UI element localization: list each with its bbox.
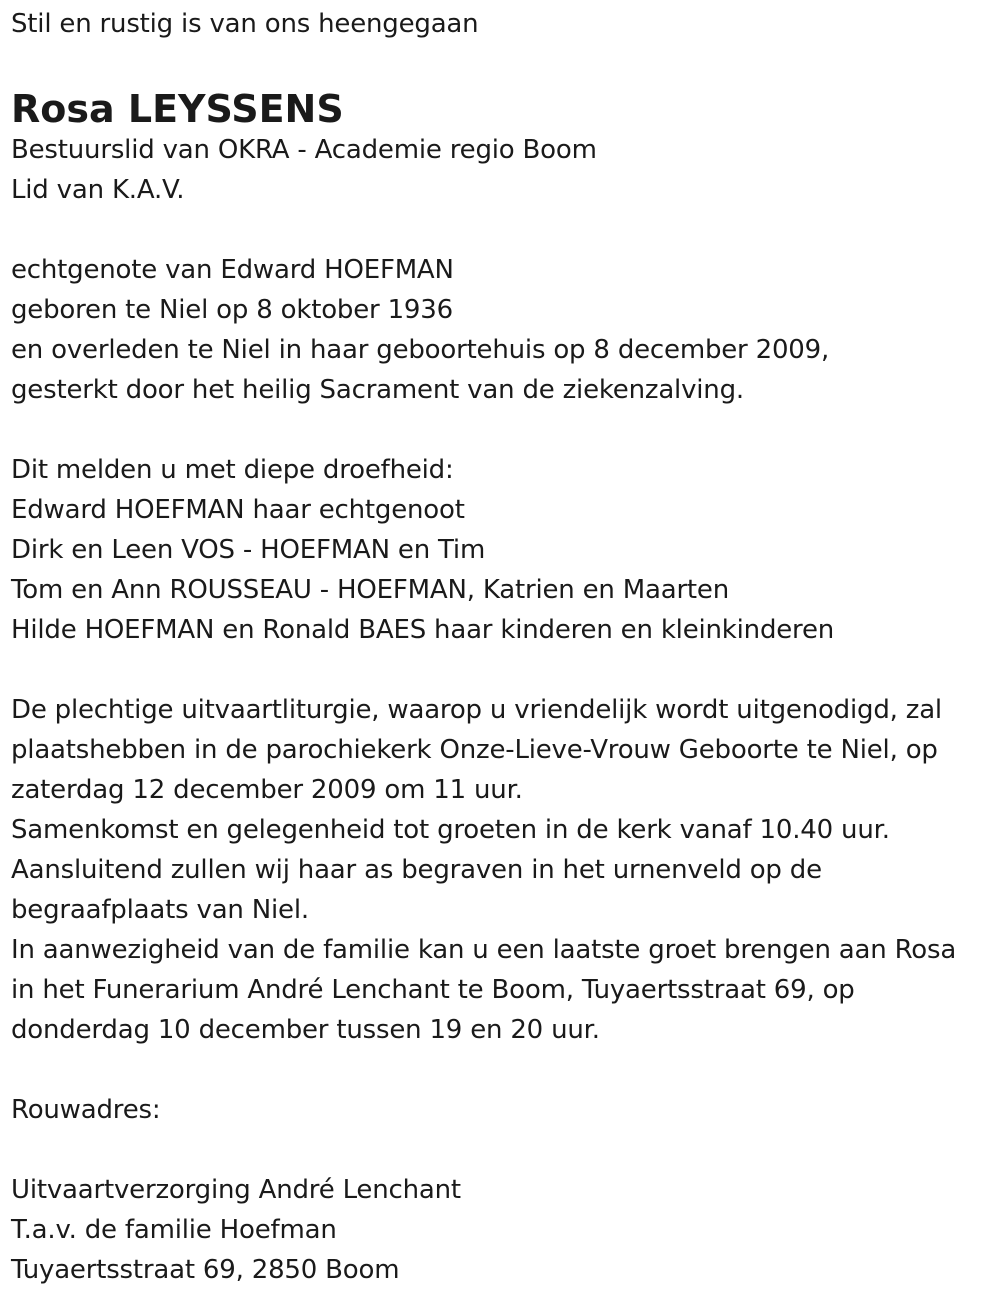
family-line: Edward HOEFMAN haar echtgenoot <box>11 495 465 525</box>
deceased-name: Rosa LEYSSENS <box>11 87 344 131</box>
ceremony-line: in het Funerarium André Lenchant te Boom, Tuyaertsstraat 69, op <box>11 975 855 1005</box>
family-line: Hilde HOEFMAN en Ronald BAES haar kinderen en kleinkinderen <box>11 615 835 645</box>
ceremony-line: In aanwezigheid van de familie kan u een laatste groet brengen aan Rosa <box>11 935 957 965</box>
ceremony-line: zaterdag 12 december 2009 om 11 uur. <box>11 775 523 805</box>
obituary-notice <box>11 4 996 1290</box>
address-line: Tuyaertsstraat 69, 2850 Boom <box>11 1255 400 1285</box>
family-line: Dit melden u met diepe droefheid: <box>11 455 454 485</box>
family-line: Tom en Ann ROUSSEAU - HOEFMAN, Katrien en Maarten <box>11 575 729 605</box>
spacer <box>11 44 996 80</box>
ceremony-line: Samenkomst en gelegenheid tot groeten in de kerk vanaf 10.40 uur. <box>11 815 890 845</box>
family-line: Dirk en Leen VOS - HOEFMAN en Tim <box>11 535 486 565</box>
spacer <box>11 650 996 690</box>
ceremony-line: plaatshebben in de parochiekerk Onze-Lieve-Vrouw Geboorte te Niel, op <box>11 735 938 765</box>
address-line: T.a.v. de familie Hoefman <box>11 1215 337 1245</box>
ceremony-line: De plechtige uitvaartliturgie, waarop u vriendelijk wordt uitgenodigd, zal <box>11 695 942 725</box>
address-label: Rouwadres: <box>11 1095 161 1125</box>
spacer <box>11 210 996 250</box>
address-line: Uitvaartverzorging André Lenchant <box>11 1175 461 1205</box>
bio-line: echtgenote van Edward HOEFMAN <box>11 255 454 285</box>
intro-text: Stil en rustig is van ons heengegaan <box>11 9 479 39</box>
bio-line: gesterkt door het heilig Sacrament van de ziekenzalving. <box>11 375 744 405</box>
ceremony-line: Aansluitend zullen wij haar as begraven in het urnenveld op de <box>11 855 822 885</box>
spacer <box>11 1050 996 1090</box>
bio-line: geboren te Niel op 8 oktober 1936 <box>11 295 453 325</box>
spacer <box>11 410 996 450</box>
role-line: Bestuurslid van OKRA - Academie regio Boom <box>11 135 597 165</box>
bio-line: en overleden te Niel in haar geboortehuis op 8 december 2009, <box>11 335 830 365</box>
spacer <box>11 1130 996 1170</box>
ceremony-line: begraafplaats van Niel. <box>11 895 309 925</box>
role-line: Lid van K.A.V. <box>11 175 185 205</box>
ceremony-line: donderdag 10 december tussen 19 en 20 uur. <box>11 1015 600 1045</box>
